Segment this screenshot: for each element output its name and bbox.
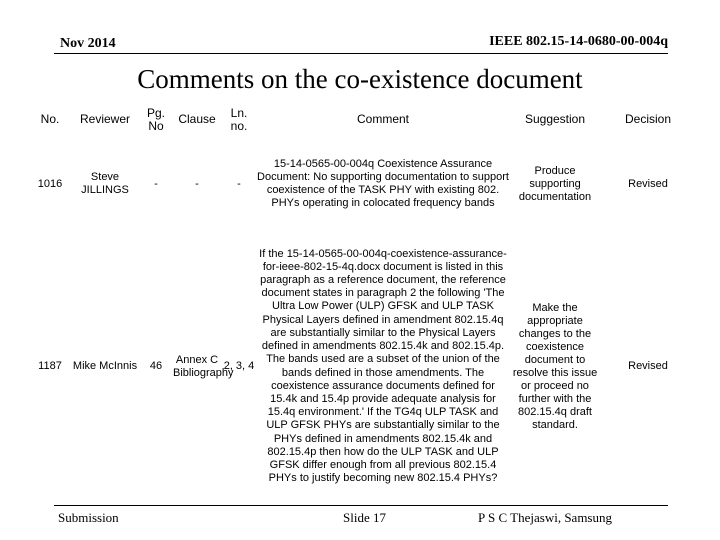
cell-line: 2, 3, 4 (223, 360, 255, 372)
col-header-reviewer: Reviewer (79, 112, 130, 126)
footer-slide-number: Slide 17 (343, 510, 386, 525)
cell-line: - (237, 177, 241, 190)
footer-rule (54, 505, 668, 506)
col-header-clause: Clause (178, 112, 216, 126)
header-rule (54, 53, 668, 54)
col-header-suggestion: Suggestion (524, 112, 586, 126)
cell-page: 46 (149, 360, 163, 372)
cell-reviewer: Steve JILLINGS (81, 171, 129, 196)
col-header-decision: Decision (624, 112, 672, 126)
cell-decision: Revised (628, 360, 668, 372)
cell-suggestion: Make the appropriate changes to the coexistence document to resolve this issue or proceed no further with the 802.15.4q draft standard. (512, 301, 598, 431)
cell-comment: If the 15-14-0565-00-004q-coexistence-assurance-for-ieee-802-15-4q.docx document is listed in this paragraph as a reference document, the reference document states in paragraph 2 the following 'The Ultra Low Power (ULP) GFSK and ULP TASK Physical Layers defined in amendment 802.15.4q are substantially similar to the Physical Layers defined in amendments 802.15.4k and 802.15.4p. The bands used are a subset of the union of the bands defined in those amendments. The coexistence assurance documents defined for 15.4k and 15.4p provide adequate analysis for 15.4q environment.' If the TG4q ULP TASK and ULP GFSK PHYs are substantially similar to the PHYs defined in amendments 802.15.4k and 802.15.4p then how do the ULP TASK and ULP GFSK differ enough from all previous 802.15.4 PHYs to justify becoming new 802.15.4 PHYs? (259, 247, 507, 485)
cell-comment: 15-14-0565-00-004q Coexistence Assurance Document: No supporting documentation to support coexistence of the TASK PHY with existing 802. PHYs operating in colocated frequency bands (257, 157, 509, 210)
col-header-no: No. (40, 112, 60, 126)
cell-page: - (154, 177, 158, 190)
cell-clause: Annex C Bibliography (173, 353, 234, 379)
header-date: Nov 2014 (60, 36, 116, 51)
table-row (30, 229, 696, 504)
cell-decision: Revised (628, 177, 668, 190)
table-row (30, 139, 696, 229)
comments-table (30, 100, 696, 504)
cell-reviewer: Mike McInnis (72, 360, 138, 372)
footer-author: P S C Thejaswi, Samsung (478, 510, 612, 525)
footer-submission: Submission (58, 510, 119, 525)
col-header-page: Pg. No (146, 105, 165, 133)
cell-suggestion: Produce supporting documentation (518, 164, 592, 203)
header-doc-id: IEEE 802.15-14-0680-00-004q (489, 34, 668, 49)
col-header-line: Ln. no. (230, 105, 248, 133)
cell-no: 1016 (37, 177, 63, 190)
cell-no: 1187 (38, 360, 62, 372)
cell-clause: - (195, 177, 199, 190)
table-header-row (30, 100, 696, 139)
col-header-comment: Comment (356, 112, 409, 126)
slide-title: Comments on the co-existence document (137, 64, 583, 94)
